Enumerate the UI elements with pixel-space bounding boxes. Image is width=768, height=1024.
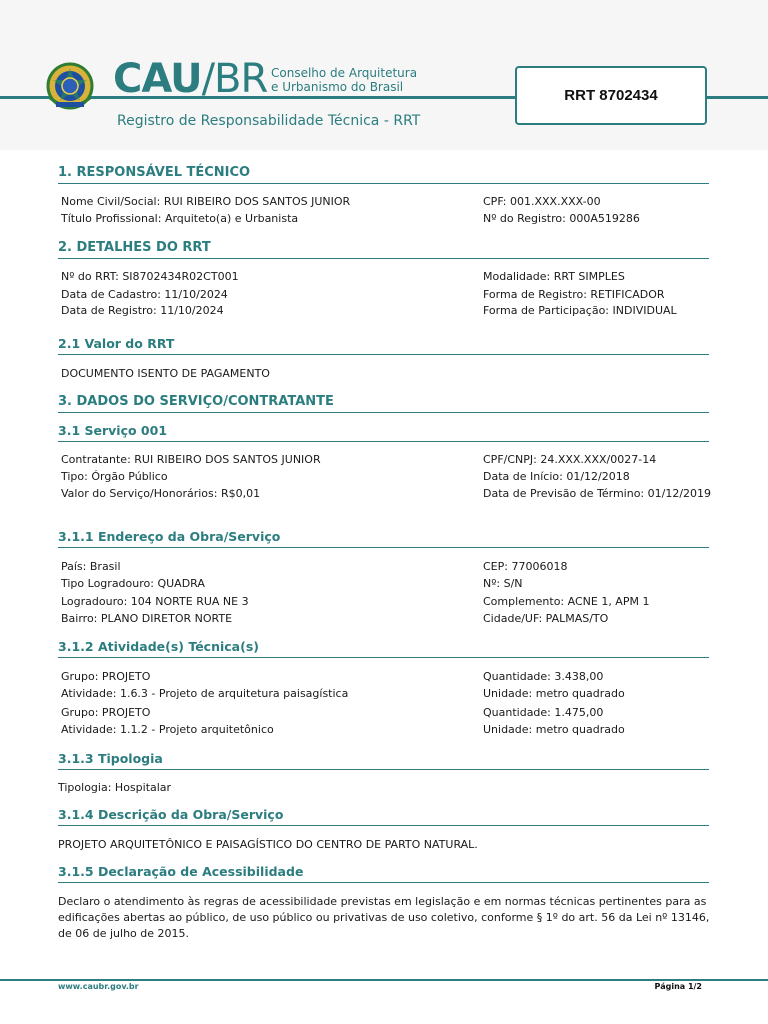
complemento: Complemento: ACNE 1, APM 1 (483, 595, 650, 608)
atividade-1: Atividade: 1.6.3 - Projeto de arquitetura paisagística (61, 687, 349, 700)
acessibilidade-text: Declaro o atendimento às regras de acessibilidade previstas em legislação e em normas técnicas pertinentes para as edificações abertas ao público, de uso público ou privativas de uso coletivo, conforme § 1º do art. 56 da Lei nº 13146, de 06 de julho de 2015. (58, 895, 710, 940)
tipo-logradouro: Tipo Logradouro: QUADRA (61, 577, 205, 590)
quantidade-2: Quantidade: 1.475,00 (483, 706, 604, 719)
footer-website-link[interactable]: www.caubr.gov.br (58, 982, 139, 991)
data-previsao-termino: Data de Previsão de Término: 01/12/2019 (483, 487, 712, 500)
contratante: Contratante: RUI RIBEIRO DOS SANTOS JUNIOR (61, 453, 321, 466)
pais: País: Brasil (61, 560, 121, 573)
unidade-2: Unidade: metro quadrado (483, 723, 625, 736)
numero-endereco: Nº: S/N (483, 577, 523, 590)
section-descricao-heading: 3.1.4 Descrição da Obra/Serviço (58, 807, 709, 826)
cpf-cnpj: CPF/CNPJ: 24.XXX.XXX/0027-14 (483, 453, 657, 466)
valor-rrt-text: DOCUMENTO ISENTO DE PAGAMENTO (61, 367, 270, 380)
forma-registro: Forma de Registro: RETIFICADOR (483, 288, 665, 301)
logo-br: /BR (201, 56, 268, 102)
data-inicio: Data de Início: 01/12/2018 (483, 470, 630, 483)
footer-divider (0, 979, 768, 981)
cep: CEP: 77006018 (483, 560, 568, 573)
logo-subtitle-line-1: Conselho de Arquitetura (271, 66, 418, 80)
logradouro: Logradouro: 104 NORTE RUA NE 3 (61, 595, 249, 608)
section-endereco-heading: 3.1.1 Endereço da Obra/Serviço (58, 529, 709, 548)
tipologia-text: Tipologia: Hospitalar (58, 781, 172, 794)
rrt-number-box: RRT 8702434 (515, 66, 707, 125)
numero-registro: Nº do Registro: 000A519286 (483, 212, 640, 225)
document-subtitle: Registro de Responsabilidade Técnica - RRT (117, 113, 421, 129)
nome-civil: Nome Civil/Social: RUI RIBEIRO DOS SANTOS JUNIOR (61, 195, 351, 208)
brazil-coat-of-arms-icon (42, 58, 98, 114)
data-cadastro: Data de Cadastro: 11/10/2024 (61, 288, 228, 301)
section-acessibilidade-heading: 3.1.5 Declaração de Acessibilidade (58, 864, 709, 883)
forma-participacao: Forma de Participação: INDIVIDUAL (483, 304, 677, 317)
section-responsavel-tecnico-heading: 1. RESPONSÁVEL TÉCNICO (58, 165, 709, 184)
grupo-2: Grupo: PROJETO (61, 706, 151, 719)
bairro: Bairro: PLANO DIRETOR NORTE (61, 612, 233, 625)
section-valor-rrt-heading: 2.1 Valor do RRT (58, 336, 709, 355)
section-servico-001-heading: 3.1 Serviço 001 (58, 423, 709, 442)
section-atividades-heading: 3.1.2 Atividade(s) Técnica(s) (58, 639, 709, 658)
numero-rrt: Nº do RRT: SI8702434R02CT001 (61, 270, 239, 283)
logo-subtitle-line-2: e Urbanismo do Brasil (271, 80, 404, 94)
valor-servico: Valor do Serviço/Honorários: R$0,01 (61, 487, 261, 500)
titulo-profissional: Título Profissional: Arquiteto(a) e Urbanista (61, 212, 299, 225)
logo-subtitle (271, 66, 417, 94)
atividade-2: Atividade: 1.1.2 - Projeto arquitetônico (61, 723, 274, 736)
section-detalhes-rrt-heading: 2. DETALHES DO RRT (58, 240, 709, 259)
quantidade-1: Quantidade: 3.438,00 (483, 670, 604, 683)
descricao-text: PROJETO ARQUITETÔNICO E PAISAGÍSTICO DO CENTRO DE PARTO NATURAL. (58, 838, 478, 851)
tipo-contratante: Tipo: Órgão Público (61, 470, 168, 483)
cpf: CPF: 001.XXX.XXX-00 (483, 195, 601, 208)
logo-cau: CAU (113, 56, 202, 102)
grupo-1: Grupo: PROJETO (61, 670, 151, 683)
unidade-1: Unidade: metro quadrado (483, 687, 625, 700)
cau-br-logo (113, 56, 267, 102)
data-registro: Data de Registro: 11/10/2024 (61, 304, 224, 317)
footer-page-number: Página 1/2 (654, 982, 702, 991)
cidade-uf: Cidade/UF: PALMAS/TO (483, 612, 609, 625)
section-dados-servico-heading: 3. DADOS DO SERVIÇO/CONTRATANTE (58, 394, 709, 413)
section-tipologia-heading: 3.1.3 Tipologia (58, 751, 709, 770)
modalidade: Modalidade: RRT SIMPLES (483, 270, 625, 283)
